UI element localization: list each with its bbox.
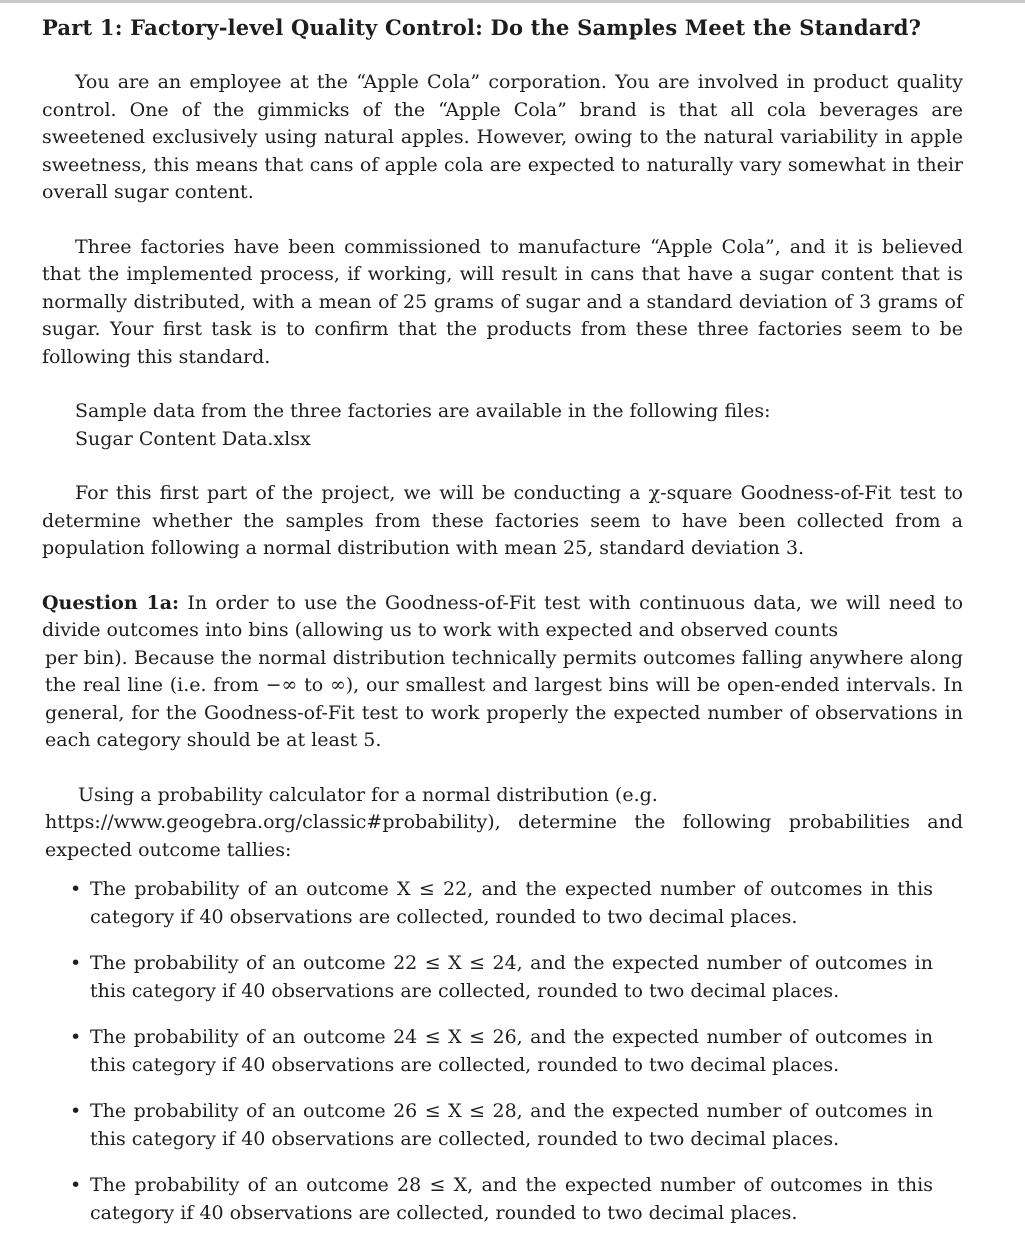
question-1a-line-1 (42, 590, 963, 645)
intro-paragraph-1: You are an employee at the “Apple Cola” corporation. You are involved in product quality control. One of the gimmicks of the “Apple Cola” brand is that all cola beverages are sweetened exclusively using natural apples. However, owing to the natural variability in apple sweetness, this means that cans of apple cola are expected to naturally vary somewhat in their overall sugar content. (42, 71, 963, 203)
question-1a (42, 590, 963, 755)
sample-data-sentence: Sample data from the three factories are available in the following files: (75, 400, 771, 422)
list-item-text: The probability of an outcome X ≤ 22, and the expected number of outcomes in this category if 40 observations are collected, rounded to two decimal places. (90, 878, 933, 928)
question-1a-text-1: In order to use the Goodness-of-Fit test with continuous data, we will need to divide outcomes into bins (allowing us to work with expected and observed counts (42, 591, 964, 641)
sample-file-name: Sugar Content Data.xlsx (75, 427, 311, 450)
instructions-block (42, 782, 963, 865)
question-label: Question 1a: (42, 591, 180, 614)
bullet-icon: • (70, 952, 82, 974)
list-item (42, 1098, 963, 1153)
sample-data-block (42, 398, 963, 453)
list-item (42, 1172, 963, 1227)
list-item-text: The probability of an outcome 28 ≤ X, and the expected number of outcomes in this category if 40 observations are collected, rounded to two decimal places. (90, 1174, 933, 1224)
method-paragraph: For this first part of the project, we will be conducting a χ-square Goodness-of-Fit test to determine whether the samples from these factories seem to have been collected from a population following a normal distribution with mean 25, standard deviation 3. (42, 482, 963, 559)
list-item-text: The probability of an outcome 26 ≤ X ≤ 28, and the expected number of outcomes in this category if 40 observations are collected, rounded to two decimal places. (90, 1100, 933, 1150)
list-item (42, 876, 963, 931)
bullet-icon: • (70, 878, 82, 900)
intro-paragraph-2: Three factories have been commissioned to manufacture “Apple Cola”, and it is believed that the implemented process, if working, will result in cans that have a sugar content that is normally distributed, with a mean of 25 grams of sugar and a standard deviation of 3 grams of sugar. Your first task is to confirm that the products from these three factories seem to be following this standard. (42, 235, 963, 368)
question-1a-line-2: per bin). Because the normal distribution technically permits outcomes falling anywhere along the real line (i.e. from −∞ to ∞), our smallest and largest bins will be open-ended intervals. In general, for the Goodness-of-Fit test to work properly the expected number of observations in each category should be at least 5. (45, 646, 963, 751)
instructions-line-2: https://www.geogebra.org/classic#probability), determine the following probabilities and expected outcome tallies: (45, 811, 963, 861)
bullet-icon: • (70, 1174, 82, 1196)
document-page (42, 14, 963, 1246)
list-item-text: The probability of an outcome 24 ≤ X ≤ 26, and the expected number of outcomes in this category if 40 observations are collected, rounded to two decimal places. (90, 1026, 933, 1076)
list-item (42, 950, 963, 1005)
bullet-icon: • (70, 1026, 82, 1048)
section-title: Part 1: Factory-level Quality Control: Do the Samples Meet the Standard? (42, 15, 922, 40)
list-item (42, 1024, 963, 1079)
instructions-line-1: Using a probability calculator for a normal distribution (e.g. (78, 783, 658, 806)
bullet-icon: • (70, 1100, 82, 1122)
probability-list (42, 876, 963, 1227)
top-border-line (0, 0, 1025, 3)
list-item-text: The probability of an outcome 22 ≤ X ≤ 24, and the expected number of outcomes in this category if 40 observations are collected, rounded to two decimal places. (90, 952, 933, 1002)
